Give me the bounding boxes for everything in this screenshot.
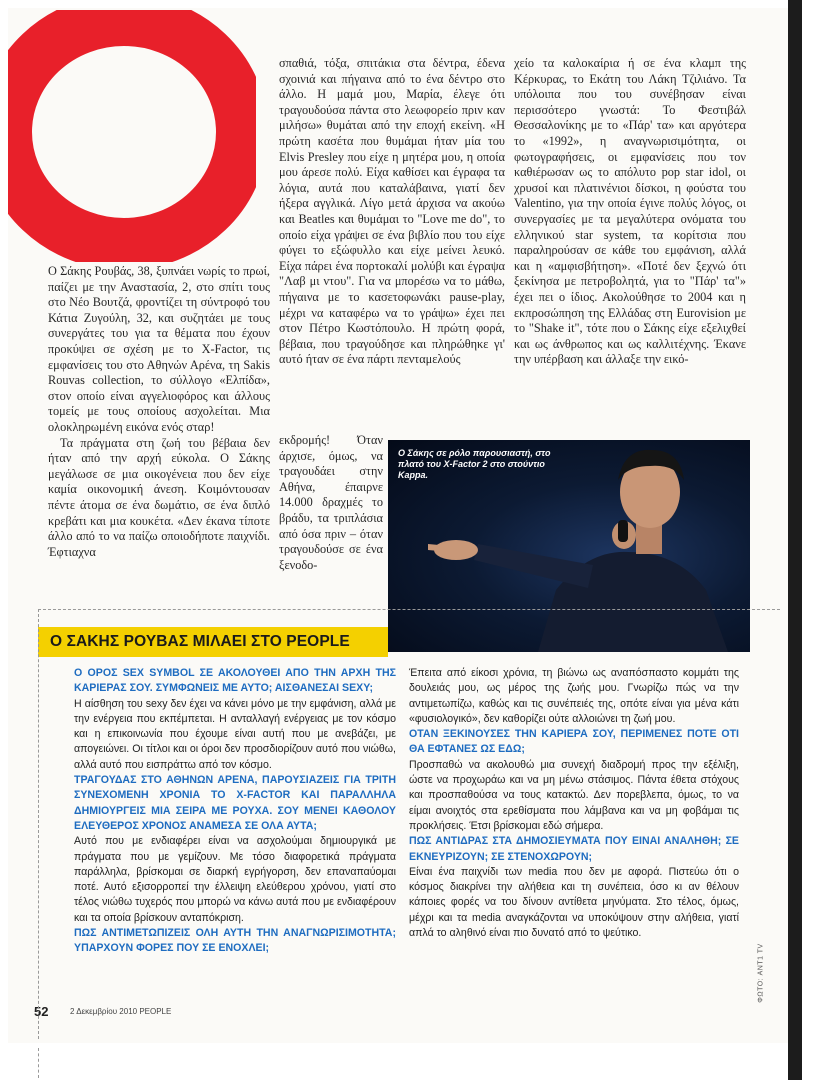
interview-banner bbox=[38, 627, 388, 657]
arm-shape bbox=[474, 544, 593, 588]
page-binding-edge bbox=[788, 0, 802, 1080]
stage-photo bbox=[388, 440, 750, 652]
photo-credit bbox=[755, 928, 767, 1018]
section-divider-vertical-lower bbox=[38, 1048, 40, 1078]
article-paragraph: σπαθιά, τόξα, σπιτάκια στα δέντρα, έδενα σχοινιά και πήγαινα από το ένα δέντρο στο άλλο. Η μαμά μου, Μαρία, έλεγε ότι τραγουδούσα πάντα στο λεωφορείο πριν καν μιλήσω» θυμάται από την εποχή εκείνη. «Η πρώτη κασέτα που θυμάμαι ήταν μία του Elvis Presley που είχε η μητέρα μου, η οποία μου άρεσε πολύ. Είχα καθίσει και έγραφα τα λόγια, αυτά που καταλάβαινα, γιατί δεν ήξερα αγγλικά. Λίγο μετά άρχισα να ακούω και Beatles και θυμάμαι το "Love me do", το οποίο είχα γράψει σε ένα βιβλίο που του είχε φύγει το εξώφυλλο και είχε μείνει λευκό. Είχα πάρει ένα πορτοκαλί μολύβι και έγραψα "Λαβ μι ντου". Για να μπορέσω να το μάθω, πήγαινα με το κασετοφωνάκι pause-play, μέχρι να καταφέρω να το γράψω» έχει πει στον Πέτρο Κωστόπουλο. Η πρώτη φορά, βέβαια, που τραγούδησε και πληρώθηκε γι' αυτό ήταν σε ένα πάρτι πενταμελούς bbox=[279, 56, 505, 367]
page-number: 52 bbox=[34, 1004, 49, 1019]
photo-caption: Ο Σάκης σε ρόλο παρουσιαστή, στο πλατό του X-Factor 2 στο στούντιο Kappa. bbox=[398, 448, 551, 480]
interview-question: Ο ΟΡΟΣ SEX SYMBOL ΣΕ ΑΚΟΛΟΥΘΕΙ ΑΠΟ ΤΗΝ ΑΡΧΗ ΤΗΣ ΚΑΡΙΕΡΑΣ ΣΟΥ. ΣΥΜΦΩΝΕΙΣ ΜΕ ΑΥΤΟ; ΑΙΣΘΑΝΕΣΑΙ SEXY; bbox=[74, 667, 396, 695]
microphone-shape bbox=[618, 520, 628, 542]
interview-answer: Προσπαθώ να ακολουθώ μια συνεχή διαδρομή προς την εξέλιξη, ώστε να προχωράω και να μη μένω στάσιμος. Πάντα έθετα στόχους και προσπαθούσα να τους κατακτώ. Δεν πορεβλεπα, όμως, το να είμαι ανοιχτός στα ερεθίσματα που λάμβανα και να μη φοβάμαι τις προκλήσεις. Έτσι βρίσκομαι εδώ σήμερα. bbox=[409, 758, 739, 832]
interview-question: ΠΩΣ ΑΝΤΙΔΡΑΣ ΣΤΑ ΔΗΜΟΣΙΕΥΜΑΤΑ ΠΟΥ ΕΙΝΑΙ ΑΝΑΛΗΘΗ; ΣΕ ΕΚΝΕΥΡΙΖΟΥΝ; ΣΕ ΣΤΕΝΟΧΩΡΟΥΝ; bbox=[409, 835, 739, 863]
photo-credit-text: ΦΩΤΟ: ANT1 TV bbox=[757, 943, 765, 1003]
interview-column-left bbox=[74, 666, 396, 957]
interview-question: ΤΡΑΓΟΥΔΑΣ ΣΤΟ ΑΘΗΝΩΝ ΑΡΕΝΑ, ΠΑΡΟΥΣΙΑΖΕΙΣ ΓΙΑ ΤΡΙΤΗ ΣΥΝΕΧΟΜΕΝΗ ΧΡΟΝΙΑ ΤΟ X-FACTOR ΚΑΙ ΠΑΡΑΛΛΗΛΑ ΔΗΜΙΟΥΡΓΕΙΣ ΜΙΑ ΣΕΙΡΑ ΜΕ ΡΟΥΧΑ. ΣΟΥ ΜΕΝΕΙ ΚΑΘΟΛΟΥ ΕΛΕΥΘΕΡΟΣ ΧΡΟΝΟΣ ΑΝΑΜΕΣΑ ΣΕ ΟΛΑ ΑΥΤΑ; bbox=[74, 774, 396, 832]
interview-question: ΠΩΣ ΑΝΤΙΜΕΤΩΠΙΖΕΙΣ ΟΛΗ ΑΥΤΗ ΤΗΝ ΑΝΑΓΝΩΡΙΣΙΜΟΤΗΤΑ; ΥΠΑΡΧΟΥΝ ΦΟΡΕΣ ΠΟΥ ΣΕ ΕΝΟΧΛΕΙ; bbox=[74, 927, 396, 955]
dropcap-o-ring bbox=[8, 20, 242, 244]
interview-question: ΟΤΑΝ ΞΕΚΙΝΟΥΣΕΣ ΤΗΝ ΚΑΡΙΕΡΑ ΣΟΥ, ΠΕΡΙΜΕΝΕΣ ΠΟΤΕ ΟΤΙ ΘΑ ΕΦΤΑΝΕΣ ΩΣ ΕΔΩ; bbox=[409, 728, 739, 756]
article-column-1 bbox=[48, 264, 270, 560]
article-paragraph: εκδρομής! Όταν άρχισε, όμως, να τραγουδάει στην Αθήνα, έπαιρνε 14.000 δραχμές το βράδυ, τα τριπλάσια από όσα πριν – όταν τραγουδούσε σε ένα ξενοδο- bbox=[279, 433, 383, 572]
interview-answer: Η αίσθηση του sexy δεν έχει να κάνει μόνο με την εμφάνιση, αλλά με την ενέργεια που εκπέμπεται. Η ανταλλαγή ενέργειας με τον κόσμο και η επικοινωνία που έχουμε είναι αυτή που με ανεβάζει, με απογειώνει. Οι τίτλοι και οι όροι δεν προσδιορίζουν αυτό που νιώθω, αλλά αυτό που εισπράττω από τον κόσμο. bbox=[74, 697, 396, 771]
article-paragraph: Ο Σάκης Ρουβάς, 38, ξυπνάει νωρίς το πρωί, παίζει με την Αναστασία, 2, στο σπίτι τους στο Νέο Βουτζά, φροντίζει τη σύντροφό του Κάτια Ζυγούλη, 32, και συζητάει με τους συνεργάτες του για τα θέματα που έχουν προκύψει σε σχέση με το X-Factor, τις εμφανίσεις του στο Αθηνών Αρένα, τη Sakis Rouvas collection, το σύλλογο «Ελπίδα», στον οποίο είναι αγγελιοφόρος και άλλους τομείς με τους οποίους ασχολείται. Μια ολοκληρωμένη εικόνα ενός σταρ! bbox=[48, 264, 270, 434]
interview-column-right bbox=[409, 666, 739, 941]
interview-answer: Αυτό που με ενδιαφέρει είναι να ασχολούμαι δημιουργικά με πράγματα που με γεμίζουν. Με τόσο διαφορετικά πράγματα παράλληλα, βρίσκομαι σε διαρκή εγρήγορση, δεν επαναπαύομαι ποτέ. Αυτό εξισορροπεί την έλλειψη ελεύθερου χρόνου, γιατί στο τέλος νιώθω τυχερός που μπορώ να κάνω αυτά που με ενδιαφέρουν και τα οποία βρίσκουν ανταπόκριση. bbox=[74, 835, 396, 924]
article-paragraph: Τα πράγματα στη ζωή του βέβαια δεν ήταν από την αρχή εύκολα. Ο Σάκης μεγάλωσε σε μια οικογένεια που δεν είχε καμία οικονομική άνεση. Κοιμόντουσαν πέντε άτομα σε ένα δωμάτιο, σε ένα διπλό κρεβάτι και μια κουκέτα. «Δεν έκανα τίποτε άλλο από το να παίζω οποιοδήποτε παιχνίδι. Έφτιαχνα bbox=[48, 435, 270, 559]
section-divider-vertical bbox=[38, 609, 39, 1039]
article-paragraph: χείο τα καλοκαίρια ή σε ένα κλαμπ της Κέρκυρας, το Εκάτη του Λάκη Τζιλιάνο. Τα υπόλοιπα που του συνέβησαν είναι περισσότερο γνωστά: Το Φεστιβάλ Θεσσαλονίκης με το «Πάρ' τα» και αργότερα το «1992», η αναγνωρισιμότητα, οι φωτογραφήσεις, οι εμφανίσεις που τον καθιέρωσαν ως το απόλυτο pop star idol, οι χρυσοί και πλατινένιοι δίσκοι, η φούστα του Valentino, για την οποία έγινε πολύς λόγος, οι συνεργασίες με τα μεγαλύτερα ονόματα του ελληνικού star system, τα κορίτσια που παραληρούσαν σε κάθε του εμφάνιση, αλλά και η «αμφισβήτηση». «Ποτέ δεν ξεχνώ ότι ξεκίνησα με πετροβολητά, για το "Πάρ' τα"» έχει πει ο ίδιος. Ακολούθησε το 2004 και η εκπροσώπηση της Ελλάδας στη Eurovision με το "Shake it", τότε που ο Σάκης είχε εξελιχθεί και ως άνθρωπος και ως καλλιτέχνης. Έκανε την υπέρβαση και άλλαξε την εικό- bbox=[514, 56, 746, 367]
issue-date: 2 Δεκεμβρίου 2010 PEOPLE bbox=[70, 1007, 172, 1016]
article-column-3 bbox=[514, 56, 746, 368]
interview-answer: Έπειτα από είκοσι χρόνια, τη βιώνω ως αναπόσπαστο κομμάτι της δουλειάς μου, ως μέρος της ζωής μου. Γνωρίζω πώς να την αντιμετωπίζω, καθώς και τις συνέπειές της, οπότε είναι για μένα κάτι «φυσιολογικό», δεν καθορίζει ούτε αλλοιώνει τη ζωή μου. bbox=[409, 667, 739, 725]
article-column-2 bbox=[279, 56, 505, 368]
magazine-page bbox=[8, 8, 788, 1043]
article-column-2-continued bbox=[279, 433, 383, 573]
interview-title: Ο ΣΑΚΗΣ ΡΟΥΒΑΣ ΜΙΛΑΕΙ ΣΤΟ PEOPLE bbox=[50, 633, 350, 650]
interview-answer: Είναι ένα παιχνίδι των media που δεν με αφορά. Πιστεύω ότι ο κόσμος διακρίνει την αλήθεια και τη συνέπεια, όσο κι αν θέλουν κάποιες φορές να του δίνουν αντίθετα μηνύματα. Στο τέλος, όμως, μέχρι και τα media αναγκάζονται να υποκύψουν στην αλήθεια, γιατί απλά το αληθινό είναι πιο δυνατό από το ψεύτικο. bbox=[409, 865, 739, 940]
dropcap-o bbox=[8, 10, 256, 262]
section-divider bbox=[38, 609, 780, 610]
dropcap-o-graphic bbox=[8, 10, 256, 262]
